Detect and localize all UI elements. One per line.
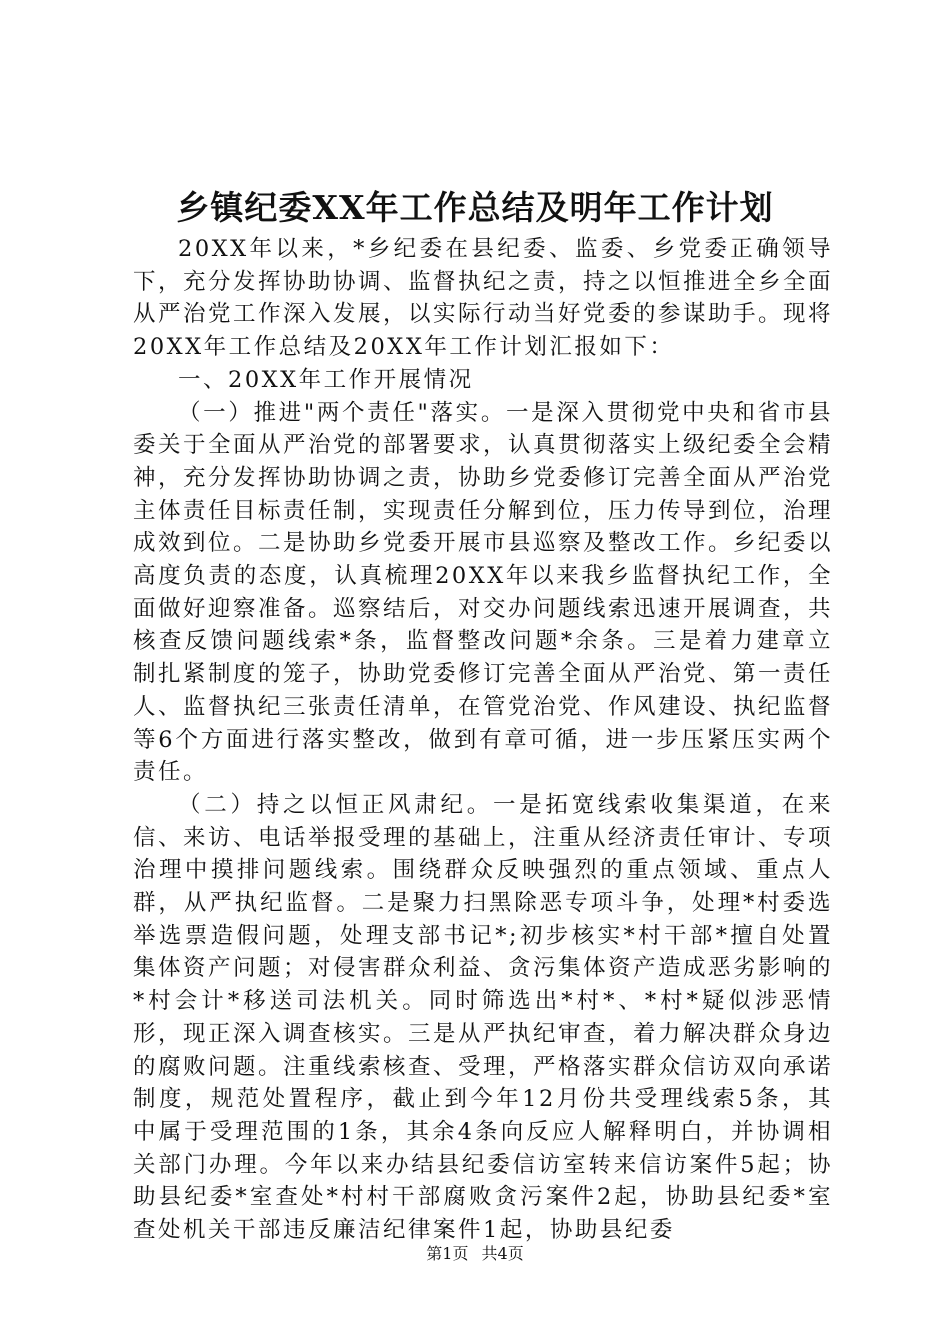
body-paragraph-2: （二）持之以恒正风肃纪。一是拓宽线索收集渠道，在来信、来访、电话举报受理的基础上，注重从经济责任审计、专项治理中摸排问题线索。围绕群众反映强烈的重点领域、重点人群，从严执纪监督。二是聚力扫黑除恶专项斗争，处理*村委选举选票造假问题，处理支部书记*;初步核实*村干部*擅自处置集体资产问题；对侵害群众利益、贪污集体资产造成恶劣影响的*村会计*移送司法机关。同时筛选出*村*、*村*疑似涉恶情形，现正深入调查核实。三是从严执纪审查，着力解决群众身边的腐败问题。注重线索核查、受理，严格落实群众信访双向承诺制度，规范处置程序，截止到今年12月份共受理线索5条，其中属于受理范围的1条，其余4条向反应人解释明白，并协调相关部门办理。今年以来办结县纪委信访室转来信访案件5起；协助县纪委*室查处*村村干部腐败贪污案件2起，协助县纪委*室查处机关干部违反廉洁纪律案件1起，协助县纪委 bbox=[133, 791, 834, 1244]
document-title: 乡镇纪委XX年工作总结及明年工作计划 bbox=[176, 188, 774, 227]
body-paragraph-1: （一）推进"两个责任"落实。一是深入贯彻党中央和省市县委关于全面从严治党的部署要求，认真贯彻落实上级纪委全会精神，充分发挥协助协调之责，协助乡党委修订完善全面从严治党主体责任目标责任制，实现责任分解到位，压力传导到位，治理成效到位。二是协助乡党委开展市县巡察及整改工作。乡纪委以高度负责的态度，认真梳理20XX年以来我乡监督执纪工作，全面做好迎察准备。巡察结后，对交办问题线索迅速开展调查，共核查反馈问题线索*条，监督整改问题*余条。三是着力建章立制扎紧制度的笼子，协助党委修订完善全面从严治党、第一责任人、监督执纪三张责任清单，在管党治党、作风建设、执纪监督等6个方面进行落实整改，做到有章可循，进一步压紧压实两个责任。 bbox=[133, 399, 834, 786]
page-footer bbox=[0, 1243, 950, 1265]
page-number: 第1页 bbox=[426, 1244, 469, 1263]
page-total: 共4页 bbox=[481, 1244, 524, 1263]
document-body bbox=[133, 233, 833, 1247]
section-heading: 一、20XX年工作开展情况 bbox=[178, 366, 474, 393]
intro-paragraph: 20XX年以来，*乡纪委在县纪委、监委、乡党委正确领导下，充分发挥协助协调、监督执纪之责，持之以恒推进全乡全面从严治党工作深入发展，以实际行动当好党委的参谋助手。现将20XX年工作总结及20XX年工作计划汇报如下： bbox=[133, 236, 834, 361]
